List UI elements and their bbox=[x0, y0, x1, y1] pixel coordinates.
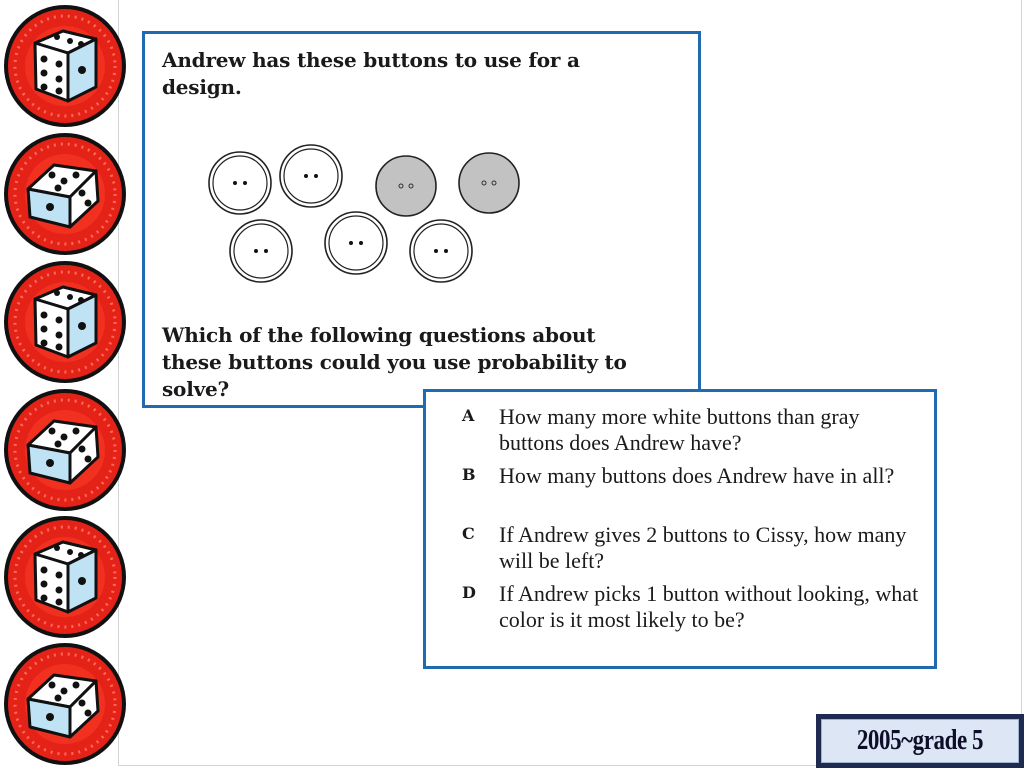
question-panel bbox=[142, 31, 701, 408]
dice-rail bbox=[0, 0, 130, 768]
question-intro: Andrew has these buttons to use for a design. bbox=[162, 48, 580, 99]
dice-icon bbox=[2, 3, 128, 129]
white-button bbox=[209, 152, 271, 214]
gray-button bbox=[376, 156, 436, 216]
choice-letter: C bbox=[462, 524, 475, 543]
choice-letter: B bbox=[462, 465, 476, 484]
dice-badge bbox=[2, 3, 128, 129]
choice-text: How many more white buttons than gray buttons does Andrew have? bbox=[499, 404, 860, 455]
dice-icon bbox=[2, 641, 128, 767]
dice-badge bbox=[2, 641, 128, 767]
grade-tag-inner bbox=[821, 719, 1019, 763]
white-button bbox=[230, 220, 292, 282]
choice-text: If Andrew picks 1 button without looking, what color is it most likely to be? bbox=[499, 581, 919, 632]
dice-icon bbox=[2, 387, 128, 513]
dice-badge bbox=[2, 387, 128, 513]
buttons-figure bbox=[203, 138, 533, 288]
choice-letter: A bbox=[462, 406, 475, 425]
choice-text: How many buttons does Andrew have in all? bbox=[499, 463, 895, 488]
dice-badge bbox=[2, 514, 128, 640]
white-button bbox=[280, 145, 342, 207]
choice-letter: D bbox=[462, 583, 476, 602]
dice-icon bbox=[2, 259, 128, 385]
dice-badge bbox=[2, 259, 128, 385]
answer-choices-panel bbox=[423, 389, 937, 669]
white-button bbox=[410, 220, 472, 282]
question-prompt: Which of the following questions about these buttons could you use probability to solve? bbox=[162, 323, 627, 401]
dice-icon bbox=[2, 131, 128, 257]
gray-button bbox=[459, 153, 519, 213]
choice-text: If Andrew gives 2 buttons to Cissy, how many will be left? bbox=[499, 522, 907, 573]
grade-tag bbox=[816, 714, 1024, 768]
dice-icon bbox=[2, 514, 128, 640]
dice-badge bbox=[2, 131, 128, 257]
white-button bbox=[325, 212, 387, 274]
grade-label: 2005~grade 5 bbox=[856, 725, 984, 756]
